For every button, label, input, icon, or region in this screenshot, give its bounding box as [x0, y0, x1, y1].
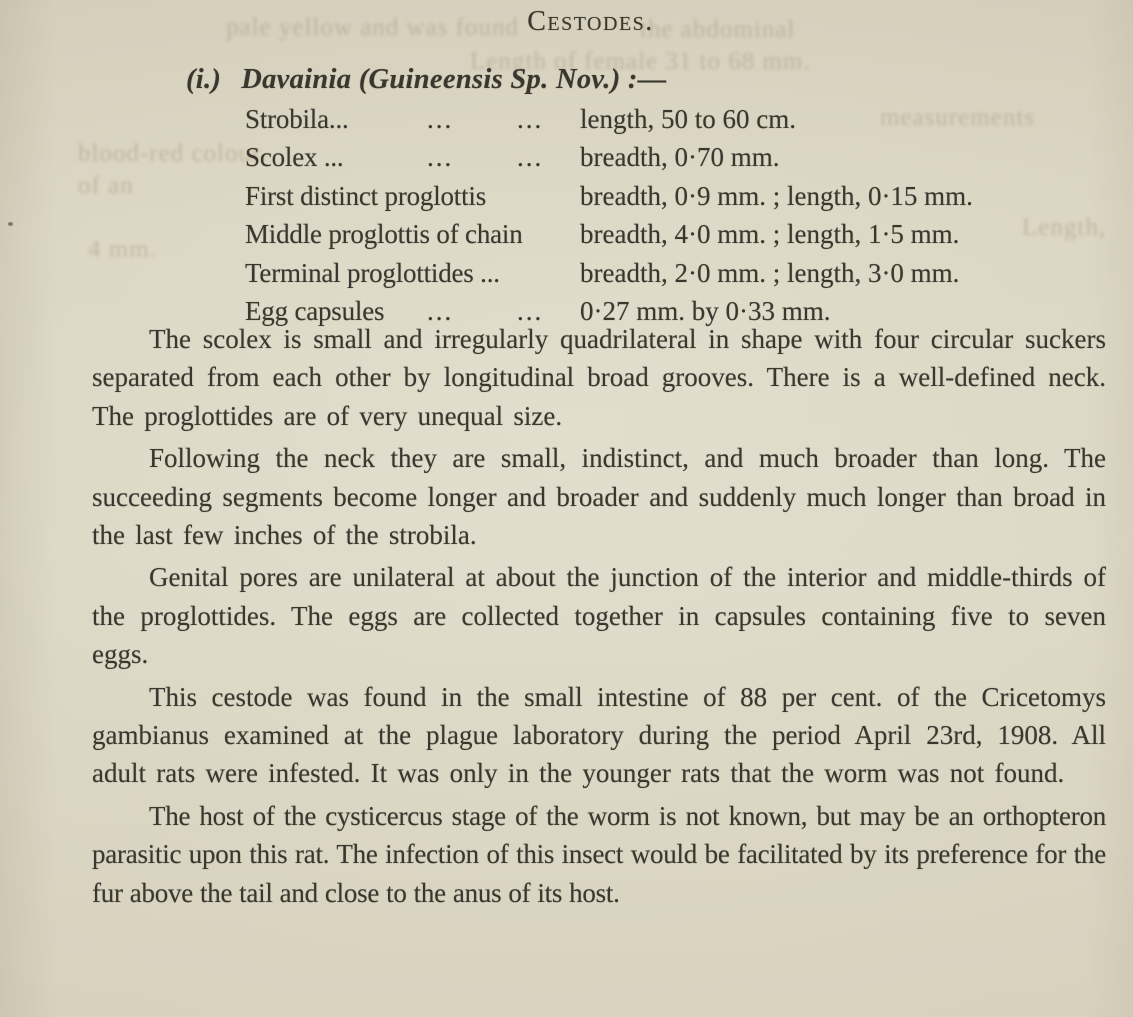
species-heading [186, 64, 667, 96]
species-heading-title: Davainia (Guineensis Sp. Nov.) :— [241, 64, 667, 95]
measurement-value: breadth, 0·9 mm. ; length, 0·15 mm. [580, 180, 973, 211]
leader-dots: ... [427, 104, 454, 134]
ghost-text-line: measurements [880, 104, 1036, 131]
paragraph-genital-pores: Genital pores are unilateral at about the junction of the interior and middle-thirds of the proglottides. The eggs are collected together in capsules containing five to seven eggs. [92, 562, 1106, 670]
paper-speck [8, 222, 13, 226]
measurement-term: First distinct proglottis [245, 180, 487, 211]
measurement-term: Egg capsules [245, 295, 385, 326]
measurement-row [245, 219, 1125, 257]
ghost-text-line: of an [78, 172, 134, 199]
paragraph-cysticercus-host: The host of the cysticercus stage of the worm is not known, but may be an orthopteron parasitic upon this rat. The infection of this insect would be facilitated by its preference for the fur above the tail and close to the anus of its host. [92, 800, 1106, 908]
measurement-term: Scolex ... [245, 142, 344, 173]
leader-dots: ... [427, 295, 454, 326]
measurement-value: breadth, 0·70 mm. [580, 142, 780, 173]
paragraph-segments: Following the neck they are small, indistinct, and much broader than long. The succeeding segments become longer and broader and suddenly much longer than broad in the last few inches of the strobila. [92, 443, 1106, 551]
leader-dots: ... [517, 142, 544, 173]
measurement-row [245, 142, 1125, 180]
measurement-value: breadth, 4·0 mm. ; length, 1·5 mm. [580, 219, 960, 250]
measurement-row [245, 181, 1125, 219]
leader-dots: ... [427, 142, 454, 173]
paragraph-scolex: The scolex is small and irregularly quadrilateral in shape with four circular suckers separated from each other by longitudinal broad grooves. There is a well-defined neck. The proglottides are of very unequal size. [92, 324, 1106, 431]
paragraph-occurrence: This cestode was found in the small intestine of 88 per cent. of the Cricetomys gambianus examined at the plague laboratory during the period April 23rd, 1908. All adult rats were infested. It was only in the younger rats that the worm was not found. [92, 681, 1106, 789]
body-text [92, 320, 1106, 916]
measurement-value: 0·27 mm. by 0·33 mm. [580, 295, 831, 326]
leader-dots: ... [517, 295, 544, 326]
ghost-text-line: 4 mm. [88, 236, 157, 263]
species-heading-index: (i.) [186, 64, 222, 95]
ghost-text-line: Length, [1022, 214, 1107, 241]
measurement-row [245, 104, 1125, 142]
measurement-row [245, 258, 1125, 296]
measurement-value: breadth, 2·0 mm. ; length, 3·0 mm. [580, 257, 960, 288]
ghost-text-line: blood-red colour. [78, 140, 268, 167]
ghost-text-line: the abdominal [640, 16, 796, 43]
measurement-term: Middle proglottis of chain [245, 219, 523, 250]
page-header: Cestodes. [527, 6, 654, 37]
ghost-text-line: pale yellow and was found [226, 14, 519, 41]
measurement-value: length, 50 to 60 cm. [580, 104, 796, 134]
ghost-text-line: Length of female 31 to 68 mm. [470, 48, 811, 75]
measurement-term: Strobila... [245, 104, 349, 134]
leader-dots: ... [517, 104, 544, 134]
measurement-term: Terminal proglottides ... [245, 257, 500, 288]
measurements-table [245, 104, 1125, 336]
